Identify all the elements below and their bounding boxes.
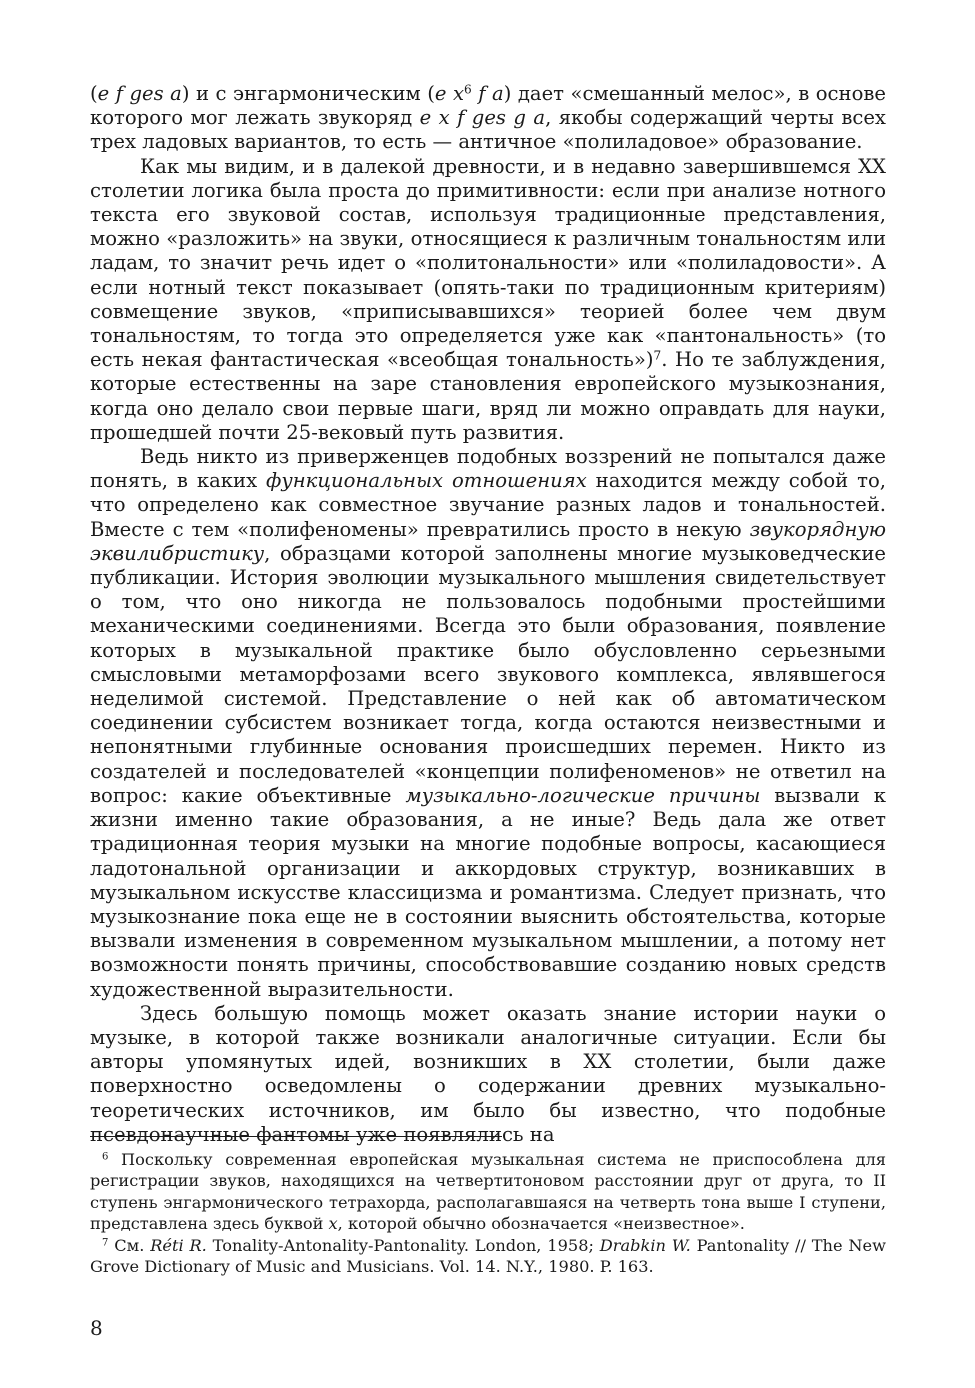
paragraph-2: Как мы видим, и в далекой древности, и в недавно завершившемся XX столетии логика была проста до примитивности: если при анализе нотного текста его звуковой состав, используя традиционные представления, можно «разложить» на звуки, относящиеся к различным тональностям или ладам, то значит речь идет о «политональности» или «полиладовости». А если нотный текст показывает (опять-таки по традиционным критериям) совмещение звуков, «приписывавшихся» теорией более чем двум тональностям, то тогда это определяется уже как «пантональность» (то есть некая фантастическая «всеобщая тональность»)$^7$. Но те заблуждения, которые естественны на заре становления европейского музыкознания, когда оно делало свои первые шаги, вряд ли можно оправдать для науки, прошедшей почти 25-вековый путь развития. bbox=[90, 154, 887, 444]
footnote-6: $^6$ Поскольку современная европейская музыкальная система не приспособлена для регистрации звуков, находящихся на четвертитоновом расстоянии друг от друга, то II ступень энгармонического тетрахорда, располагавшаяся на четверть тона выше I ступени, представлена здесь буквой x, которой обычно обозначается «неизвестное». bbox=[90, 1150, 886, 1234]
footnotes bbox=[90, 1149, 886, 1277]
paragraph-1: (e f ges a) и с энгармоническим (e $x^6$ f a) дает «смешанный мелос», в основе которого мог лежать звукоряд e x f ges g a, якобы содержащий черты всех трех ладовых вариантов, то есть — античное «полиладовое» образование. bbox=[90, 82, 886, 154]
footnote-7: $^7$ См. Réti R. Tonality-Antonality-Pantonality. London, 1958; Drabkin W. Pantonality // The New Grove Dictionary of Music and Musicians. Vol. 14. N.Y., 1980. P. 163. bbox=[90, 1235, 886, 1277]
paragraph-4: Здесь большую помощь может оказать знание истории науки о музыке, в которой также возникали аналогичные ситуации. Если бы авторы упомянутых идей, возникших в XX столетии, были даже поверхностно осведомлены о содержании древних музыкально-теоретических источников, им было бы известно, что подобные псевдонаучные фантомы уже появлялись на bbox=[90, 1001, 886, 1146]
page-number: 8 bbox=[90, 1316, 103, 1340]
paragraph-3: Ведь никто из приверженцев подобных воззрений не попытался даже понять, в каких функциональных отношениях находится между собой то, что определено как совместное звучание разных ладов и тональностей. Вместе с тем «полифеномены» превратились просто в некую звукорядную эквилибристику, образцами которой заполнены многие музыковедческие публикации. История эволюции музыкального мышления свидетельствует о том, что оно никогда не пользовалось подобными простейшими механическими соединениями. Всегда это были образования, появление которых в музыкальной практике было обусловленно серьезными смысловыми метаморфозами всего звукового комплекса, являвшегося неделимой системой. Представление о ней как об автоматическом соединении субсистем возникает тогда, когда остаются неизвестными и непонятными глубинные основания происшедших перемен. Никто из создателей и последователей «концепции полифеноменов» не ответил на вопрос: какие объективные музыкально-логические причины вызвали к жизни именно такие образования, а не иные? Ведь дала же ответ традиционная теория музыки на многие подобные вопросы, касающиеся ладотональной организации и аккордовых структур, возникавших в музыкальном искусстве классицизма и романтизма. Следует признать, что музыкознание пока еще не в состоянии выяснить обстоятельства, которые вызвали изменения в современном музыкальном мышлении, а потому нет возможности понять причины, способствовавшие созданию новых средств художественной выразительности. bbox=[90, 445, 886, 1001]
footnote-divider bbox=[90, 1136, 502, 1137]
body-text bbox=[90, 82, 886, 1147]
